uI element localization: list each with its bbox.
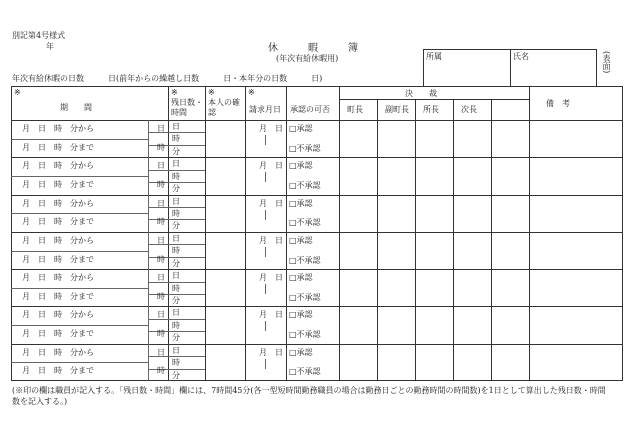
col-approver-2: 所長 bbox=[423, 105, 439, 114]
req-date-2: 月 日 bbox=[259, 198, 283, 208]
col-decision: 決 裁 bbox=[405, 89, 437, 98]
disapprove-6: □不承認 bbox=[289, 367, 321, 377]
rem-day-4: 日 bbox=[172, 271, 180, 281]
approve-6: □承認 bbox=[289, 347, 313, 357]
period-to-2: 月 日 時 分まで bbox=[22, 217, 94, 227]
col-approver-1: 副町長 bbox=[385, 105, 409, 114]
disapprove-2: □不承認 bbox=[289, 218, 321, 228]
rem-hour-1: 時 bbox=[172, 171, 180, 181]
rem-min-3: 分 bbox=[172, 258, 180, 268]
period-from-1: 月 日 時 分から bbox=[22, 161, 94, 171]
rem-min-2: 分 bbox=[172, 221, 180, 231]
period-from-3: 月 日 時 分から bbox=[22, 235, 94, 245]
rem-day-2: 日 bbox=[172, 196, 180, 206]
rem-day-0: 日 bbox=[172, 122, 180, 131]
col-approval: 承認の可否 bbox=[290, 105, 330, 114]
period-to-4: 月 日 時 分まで bbox=[22, 291, 94, 301]
req-date-1: 月 日 bbox=[259, 161, 283, 171]
unit-day-4: 日 bbox=[157, 273, 165, 283]
year-label: 年 bbox=[46, 42, 54, 51]
period-to-3: 月 日 時 分まで bbox=[22, 254, 94, 264]
col-approver-3: 次長 bbox=[461, 105, 477, 114]
rem-day-3: 日 bbox=[172, 233, 180, 243]
unit-hour-left-5: 時 bbox=[157, 329, 165, 339]
period-from-6: 月 日 時 分から bbox=[22, 347, 94, 357]
period-from-0: 月 日 時 分から bbox=[22, 124, 94, 133]
mark-period: ※ bbox=[14, 88, 21, 97]
disapprove-1: □不承認 bbox=[289, 180, 321, 190]
page-title: 休 暇 簿 bbox=[268, 43, 368, 54]
rem-min-5: 分 bbox=[172, 333, 180, 343]
req-date-3: 月 日 bbox=[259, 235, 283, 245]
approve-5: □承認 bbox=[289, 310, 313, 320]
leave-days-line: 年次有給休暇の日数 日(前年からの繰越し日数 日・本年分の日数 日) bbox=[12, 74, 323, 83]
col-remaining: 残日数・時間 bbox=[171, 98, 203, 117]
period-to-5: 月 日 時 分まで bbox=[22, 329, 94, 339]
unit-day-6: 日 bbox=[157, 347, 165, 357]
footnote: (※印の欄は職員が記入する。「残日数・時間」欄には、7時間45分(各一型短時間勤務職員の場合は勤務日ごとの勤務時間の時間数)を1日として算出した残日数・時間数を記入する。) bbox=[12, 386, 606, 406]
side-label: (表面) bbox=[602, 51, 611, 74]
unit-hour-left-0: 時 bbox=[157, 142, 165, 152]
mark-self: ※ bbox=[208, 88, 215, 97]
approve-3: □承認 bbox=[289, 235, 313, 245]
period-from-5: 月 日 時 分から bbox=[22, 310, 94, 320]
rem-day-5: 日 bbox=[172, 308, 180, 318]
unit-hour-left-1: 時 bbox=[157, 179, 165, 189]
col-remarks: 備 考 bbox=[546, 99, 570, 108]
period-to-1: 月 日 時 分まで bbox=[22, 179, 94, 189]
rem-min-6: 分 bbox=[172, 370, 180, 380]
unit-day-5: 日 bbox=[157, 310, 165, 320]
rem-hour-2: 時 bbox=[172, 209, 180, 218]
disapprove-0: □不承認 bbox=[289, 143, 321, 153]
rem-hour-6: 時 bbox=[172, 358, 180, 368]
disapprove-5: □不承認 bbox=[289, 330, 321, 340]
period-to-6: 月 日 時 分まで bbox=[22, 366, 94, 376]
rem-min-4: 分 bbox=[172, 296, 180, 305]
col-period: 期 間 bbox=[60, 103, 92, 112]
rem-min-1: 分 bbox=[172, 184, 180, 194]
unit-hour-left-2: 時 bbox=[157, 217, 165, 227]
period-from-4: 月 日 時 分から bbox=[22, 273, 94, 283]
period-from-2: 月 日 時 分から bbox=[22, 198, 94, 208]
unit-hour-left-6: 時 bbox=[157, 366, 165, 376]
name-label: 氏名 bbox=[513, 52, 529, 61]
rem-min-0: 分 bbox=[172, 146, 180, 156]
unit-day-3: 日 bbox=[157, 235, 165, 245]
col-request-date: 請求月日 bbox=[249, 105, 281, 114]
disapprove-4: □不承認 bbox=[289, 292, 321, 302]
mark-remaining: ※ bbox=[171, 88, 178, 97]
unit-day-1: 日 bbox=[157, 161, 165, 171]
rem-hour-4: 時 bbox=[172, 283, 180, 293]
req-date-6: 月 日 bbox=[259, 347, 283, 357]
approve-2: □承認 bbox=[289, 198, 313, 208]
form-number: 別記第4号様式 bbox=[12, 31, 66, 40]
approve-1: □承認 bbox=[289, 161, 313, 171]
unit-day-0: 日 bbox=[157, 124, 165, 133]
req-date-4: 月 日 bbox=[259, 273, 283, 283]
approve-4: □承認 bbox=[289, 273, 313, 283]
page-subtitle: (年次有給休暇用) bbox=[276, 54, 339, 63]
rem-hour-5: 時 bbox=[172, 320, 180, 330]
approve-0: □承認 bbox=[289, 124, 313, 133]
unit-hour-left-3: 時 bbox=[157, 254, 165, 264]
req-date-5: 月 日 bbox=[259, 310, 283, 320]
affiliation-label: 所属 bbox=[426, 52, 442, 61]
disapprove-3: □不承認 bbox=[289, 255, 321, 265]
unit-hour-left-4: 時 bbox=[157, 291, 165, 301]
rem-hour-3: 時 bbox=[172, 246, 180, 256]
col-self-confirm: 本人の確認 bbox=[208, 98, 240, 117]
period-to-0: 月 日 時 分まで bbox=[22, 142, 94, 152]
rem-hour-0: 時 bbox=[172, 134, 180, 144]
col-approver-0: 町長 bbox=[347, 105, 363, 114]
rem-day-6: 日 bbox=[172, 345, 180, 355]
mark-request: ※ bbox=[248, 88, 255, 97]
unit-day-2: 日 bbox=[157, 198, 165, 208]
rem-day-1: 日 bbox=[172, 159, 180, 169]
req-date-0: 月 日 bbox=[259, 124, 283, 133]
